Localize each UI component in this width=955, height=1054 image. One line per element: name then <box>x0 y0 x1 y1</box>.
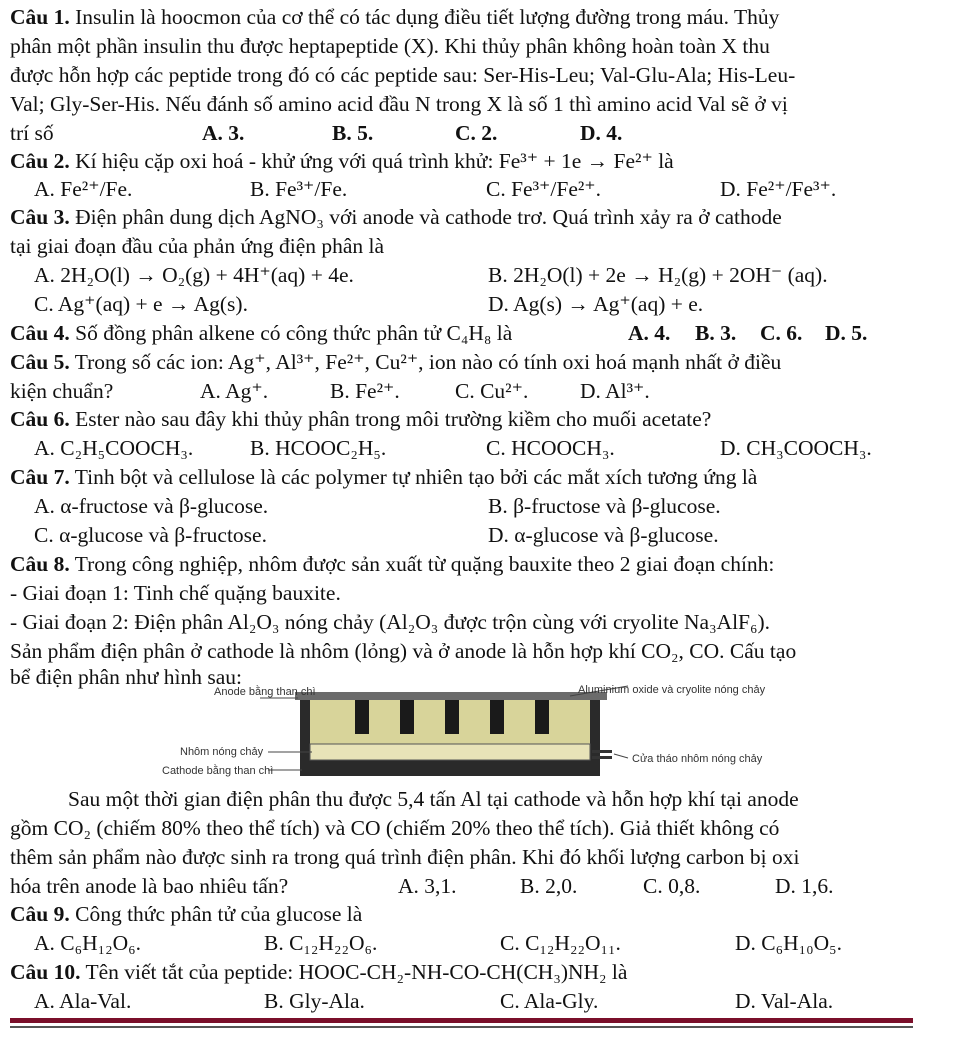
q8-line-5: bể điện phân như hình sau: <box>10 665 242 689</box>
q4-option-a[interactable]: A. 4. <box>628 321 671 345</box>
q3-option-a[interactable]: A. 2H₂O(l) → O₂(g) + 4H⁺(aq) + 4e. <box>34 263 354 287</box>
q3-line-2: tại giai đoạn đầu của phản ứng điện phân là <box>10 234 385 258</box>
anode-label: Anode bằng than chì <box>214 686 316 698</box>
cathode-label: Cathode bằng than chì <box>162 765 274 777</box>
q8-line-6: Sau một thời gian điện phân thu được 5,4 tấn Al tại cathode và hỗn hợp khí tại anode <box>68 787 799 811</box>
q2-option-b[interactable]: B. Fe³⁺/Fe. <box>250 177 348 201</box>
molten-aluminium-label: Nhôm nóng chảy <box>180 746 264 758</box>
q8-line-2: - Giai đoạn 1: Tinh chế quặng bauxite. <box>10 581 341 605</box>
q2-option-d[interactable]: D. Fe²⁺/Fe³⁺. <box>720 177 837 201</box>
q9-option-d[interactable]: D. C₆H₁₀O₅. <box>735 931 843 955</box>
q8-option-c[interactable]: C. 0,8. <box>643 874 701 898</box>
q7-option-a[interactable]: A. α-fructose và β-glucose. <box>34 494 269 518</box>
q1-option-b[interactable]: B. 5. <box>332 121 374 145</box>
q3-option-c[interactable]: C. Ag⁺(aq) + e → Ag(s). <box>34 292 248 316</box>
footer-rule-thin <box>10 1026 913 1028</box>
q9-option-c[interactable]: C. C₁₂H₂₂O₁₁. <box>500 931 621 955</box>
footer-rule-thick <box>10 1018 913 1023</box>
q10-option-d[interactable]: D. Val-Ala. <box>735 989 834 1013</box>
q5-option-d[interactable]: D. Al³⁺. <box>580 379 650 403</box>
anode-rod <box>400 700 414 734</box>
q8-option-a[interactable]: A. 3,1. <box>398 874 457 898</box>
q1-line-3: được hỗn hợp các peptide trong đó có các peptide sau: Ser-His-Leu; Val-Glu-Ala; His-Leu- <box>10 63 796 87</box>
q10-option-c[interactable]: C. Ala-Gly. <box>500 989 599 1013</box>
tap-pipe <box>592 756 612 759</box>
q1-option-a[interactable]: A. 3. <box>202 121 245 145</box>
q1-option-d[interactable]: D. 4. <box>580 121 623 145</box>
electrolyte-label: Aluminium oxide và cryolite nóng chảy <box>578 684 766 696</box>
q4-option-b[interactable]: B. 3. <box>695 321 737 345</box>
q9-option-b[interactable]: B. C₁₂H₂₂O₆. <box>264 931 378 955</box>
q5-line-1: Câu 5. Trong số các ion: Ag⁺, Al³⁺, Fe²⁺, Cu²⁺, ion nào có tính oxi hoá mạnh nhất ở điều <box>10 350 782 374</box>
q8-line-1: Câu 8. Trong công nghiệp, nhôm được sản xuất từ quặng bauxite theo 2 giai đoạn chính: <box>10 552 775 576</box>
q10-option-a[interactable]: A. Ala-Val. <box>34 989 132 1013</box>
q1-option-c[interactable]: C. 2. <box>455 121 498 145</box>
q9-option-a[interactable]: A. C₆H₁₂O₆. <box>34 931 142 955</box>
q8-line-7: gồm CO₂ (chiếm 80% theo thể tích) và CO (chiếm 20% theo thể tích). Giả thiết không có <box>10 816 780 840</box>
q6-option-d[interactable]: D. CH₃COOCH₃. <box>720 436 872 460</box>
cell-lid <box>295 692 607 700</box>
tap-label: Cửa tháo nhôm nóng chảy <box>632 753 763 765</box>
q5-option-a[interactable]: A. Ag⁺. <box>200 379 269 403</box>
q3-option-d[interactable]: D. Ag(s) → Ag⁺(aq) + e. <box>488 292 704 316</box>
q2-stem: Câu 2. Kí hiệu cặp oxi hoá - khử ứng với quá trình khử: Fe³⁺ + 1e → Fe²⁺ là <box>10 149 674 173</box>
q7-option-d[interactable]: D. α-glucose và β-glucose. <box>488 523 719 547</box>
q6-option-a[interactable]: A. C₂H₅COOCH₃. <box>34 436 194 460</box>
q7-option-b[interactable]: B. β-fructose và β-glucose. <box>488 494 721 518</box>
q3-option-b[interactable]: B. 2H₂O(l) + 2e → H₂(g) + 2OH⁻ (aq). <box>488 263 828 287</box>
q6-option-b[interactable]: B. HCOOC₂H₅. <box>250 436 387 460</box>
q1-line-1: Câu 1. Insulin là hoocmon của cơ thể có tác dụng điều tiết lượng đường trong máu. Thủy <box>10 5 780 29</box>
q8-option-d[interactable]: D. 1,6. <box>775 874 834 898</box>
anode-rod <box>355 700 369 734</box>
q7-option-c[interactable]: C. α-glucose và β-fructose. <box>34 523 267 547</box>
q8-option-b[interactable]: B. 2,0. <box>520 874 578 898</box>
q5-line-2: kiện chuẩn? <box>10 379 114 403</box>
q2-option-a[interactable]: A. Fe²⁺/Fe. <box>34 177 133 201</box>
q10-stem: Câu 10. Tên viết tắt của peptide: HOOC-CH₂-NH-CO-CH(CH₃)NH₂ là <box>10 960 628 984</box>
q4-stem: Câu 4. Số đồng phân alkene có công thức phân tử C₄H₈ là <box>10 321 513 345</box>
q6-option-c[interactable]: C. HCOOCH₃. <box>486 436 615 460</box>
q6-stem: Câu 6. Ester nào sau đây khi thủy phân trong môi trường kiềm cho muối acetate? <box>10 407 712 431</box>
q1-line-4: Val; Gly-Ser-His. Nếu đánh số amino acid đầu N trong X là số 1 thì amino acid Val sẽ ở vị <box>10 92 788 116</box>
q8-line-3: - Giai đoạn 2: Điện phân Al₂O₃ nóng chảy (Al₂O₃ được trộn cùng với cryolite Na₃AlF₆). <box>10 610 771 634</box>
q8-line-9: hóa trên anode là bao nhiêu tấn? <box>10 874 289 898</box>
anode-rod <box>535 700 549 734</box>
q1-line-5: trí số <box>10 121 54 145</box>
anode-rod <box>490 700 504 734</box>
q8-line-4: Sản phẩm điện phân ở cathode là nhôm (lỏng) và ở anode là hỗn hợp khí CO₂, CO. Cấu tạo <box>10 639 797 663</box>
q5-option-c[interactable]: C. Cu²⁺. <box>455 379 529 403</box>
q10-option-b[interactable]: B. Gly-Ala. <box>264 989 365 1013</box>
q1-line-2: phân một phần insulin thu được heptapeptide (X). Khi thủy phân không hoàn toàn X thu <box>10 34 770 58</box>
q4-option-d[interactable]: D. 5. <box>825 321 868 345</box>
tap-leader-line <box>614 754 628 758</box>
molten-aluminium-layer <box>310 744 590 760</box>
q8-line-8: thêm sản phẩm nào được sinh ra trong quá trình điện phân. Khi đó khối lượng carbon bị oxi <box>10 845 800 869</box>
q2-option-c[interactable]: C. Fe³⁺/Fe²⁺. <box>486 177 602 201</box>
tap-pipe <box>592 750 612 753</box>
q9-stem: Câu 9. Công thức phân tử của glucose là <box>10 902 363 926</box>
q3-line-1: Câu 3. Điện phân dung dịch AgNO₃ với anode và cathode trơ. Quá trình xảy ra ở cathode <box>10 205 782 229</box>
q4-option-c[interactable]: C. 6. <box>760 321 803 345</box>
q5-option-b[interactable]: B. Fe²⁺. <box>330 379 400 403</box>
anode-rod <box>445 700 459 734</box>
q7-stem: Câu 7. Tinh bột và cellulose là các polymer tự nhiên tạo bởi các mắt xích tương ứng là <box>10 465 758 489</box>
